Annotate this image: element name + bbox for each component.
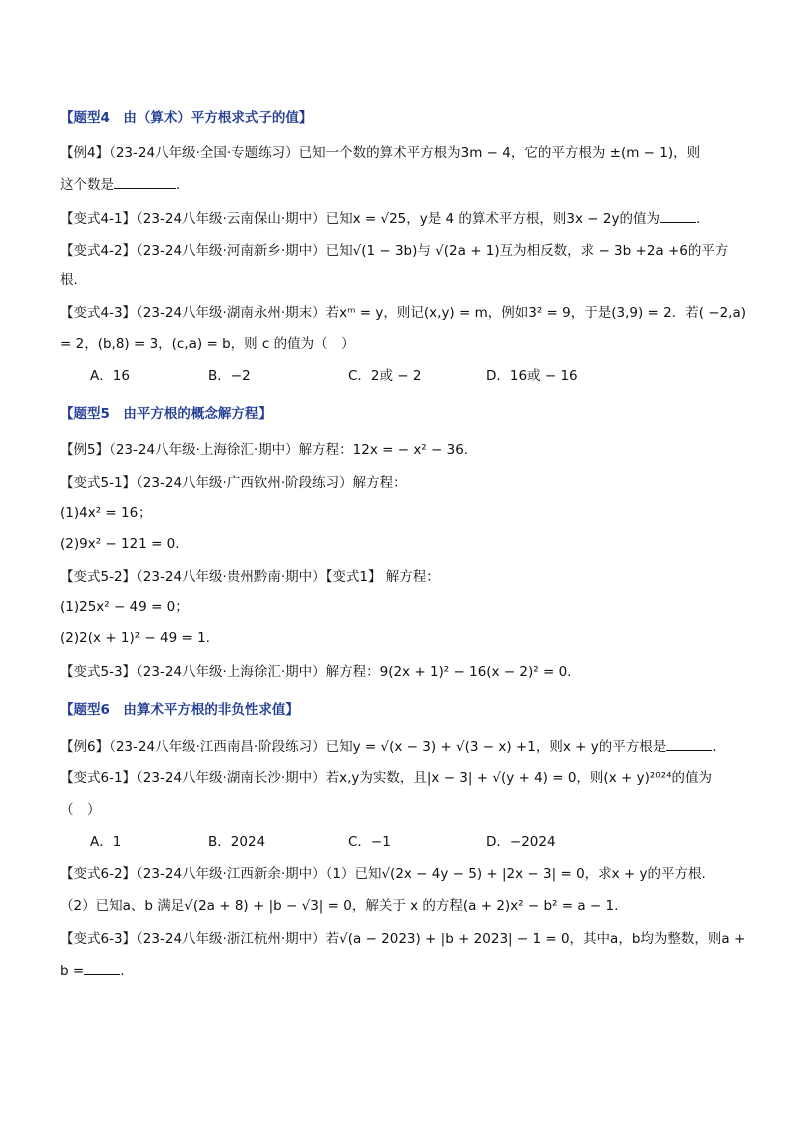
variant-5-1-part-1: (1)4x² = 16； xyxy=(60,505,152,521)
variant-4-3-line-2: = 2，(b,8) = 3，(c,a) = b，则 c 的值为（ ） xyxy=(60,336,355,352)
variant-4-1 xyxy=(60,208,700,229)
variant-4-3-line-1: 【变式4-3】（23-24八年级·湖南永州·期末）若xᵐ = y，则记(x,y) = m，例如3² = 9，于是(3,9) = 2．若( −2,a) xyxy=(60,305,747,321)
section-5-title: 【题型5 由平方根的概念解方程】 xyxy=(60,406,272,422)
variant-6-3-line-2 xyxy=(60,960,124,981)
variant-5-1-part-2: (2)9x² − 121 = 0. xyxy=(60,536,180,552)
variant-6-2-line-2: （2）已知a、b 满足√(2a + 8) + |b − √3| = 0，解关于 x 的方程(a + 2)x² − b² = a − 1. xyxy=(60,898,619,914)
example-5: 【例5】（23-24八年级·上海徐汇·期中）解方程：12x = − x² − 36. xyxy=(60,442,469,458)
example-6-text: 【例6】（23-24八年级·江西南昌·阶段练习）已知y = √(x − 3) + √(3 − x) +1，则x + y的平方根是 xyxy=(60,739,667,755)
answer-blank xyxy=(660,208,696,223)
example-4-line-1: 【例4】（23-24八年级·全国·专题练习）已知一个数的算术平方根为3m − 4，它的平方根为 ±(m − 1)，则 xyxy=(60,145,701,161)
variant-6-1-line-1: 【变式6-1】（23-24八年级·湖南长沙·期中）若x,y为实数，且|x − 3| + √(y + 4) = 0，则(x + y)²⁰²⁴的值为 xyxy=(60,770,712,786)
option-c: C．2或 − 2 xyxy=(348,368,422,384)
variant-5-2-part-1: (1)25x² − 49 = 0； xyxy=(60,599,189,615)
example-4-line-2 xyxy=(60,174,180,195)
variant-4-1-text: 【变式4-1】（23-24八年级·云南保山·期中）已知x = √25，y是 4 的算术平方根，则3x − 2y的值为 xyxy=(60,211,660,227)
option-a: A．16 xyxy=(90,368,130,384)
variant-4-1-period: . xyxy=(695,211,701,227)
variant-5-2: 【变式5-2】（23-24八年级·贵州黔南·期中）【变式1】 解方程： xyxy=(60,569,440,585)
example-4-text: 这个数是 xyxy=(60,177,114,193)
variant-4-2-line-1: 【变式4-2】（23-24八年级·河南新乡·期中）已知√(1 − 3b)与 √(2a + 1)互为相反数，求 − 3b +2a +6的平方 xyxy=(60,243,729,259)
option-d: D．16或 − 16 xyxy=(486,368,578,384)
option-b: B．−2 xyxy=(208,368,251,384)
option-a: A．1 xyxy=(90,834,122,850)
variant-6-2-line-1: 【变式6-2】（23-24八年级·江西新余·期中）（1）已知√(2x − 4y − 5) + |2x − 3| = 0，求x + y的平方根. xyxy=(60,866,706,882)
option-d: D．−2024 xyxy=(486,834,556,850)
variant-6-1-line-2: （ ） xyxy=(60,802,101,818)
example-6 xyxy=(60,736,717,757)
section-4-title: 【题型4 由（算术）平方根求式子的值】 xyxy=(60,110,313,126)
example-6-period: . xyxy=(712,739,717,755)
answer-blank xyxy=(114,174,176,189)
option-c: C．−1 xyxy=(348,834,391,850)
variant-6-3-line-1: 【变式6-3】（23-24八年级·浙江杭州·期中）若√(a − 2023) + |b + 2023| − 1 = 0，其中a，b均为整数，则a + xyxy=(60,931,746,947)
section-6-title: 【题型6 由算术平方根的非负性求值】 xyxy=(60,702,299,718)
variant-6-3-period: . xyxy=(120,963,125,979)
variant-5-2-part-2: (2)2(x + 1)² − 49 = 1. xyxy=(60,630,210,646)
answer-blank xyxy=(666,736,712,751)
answer-blank xyxy=(84,960,120,975)
variant-5-3: 【变式5-3】（23-24八年级·上海徐汇·期中）解方程：9(2x + 1)² − 16(x − 2)² = 0. xyxy=(60,664,572,680)
variant-6-3-text: b = xyxy=(60,963,85,979)
option-b: B．2024 xyxy=(208,834,266,850)
variant-5-1: 【变式5-1】（23-24八年级·广西钦州·阶段练习）解方程： xyxy=(60,475,407,491)
example-4-period: . xyxy=(176,177,181,193)
variant-4-2-line-2: 根. xyxy=(60,272,78,288)
